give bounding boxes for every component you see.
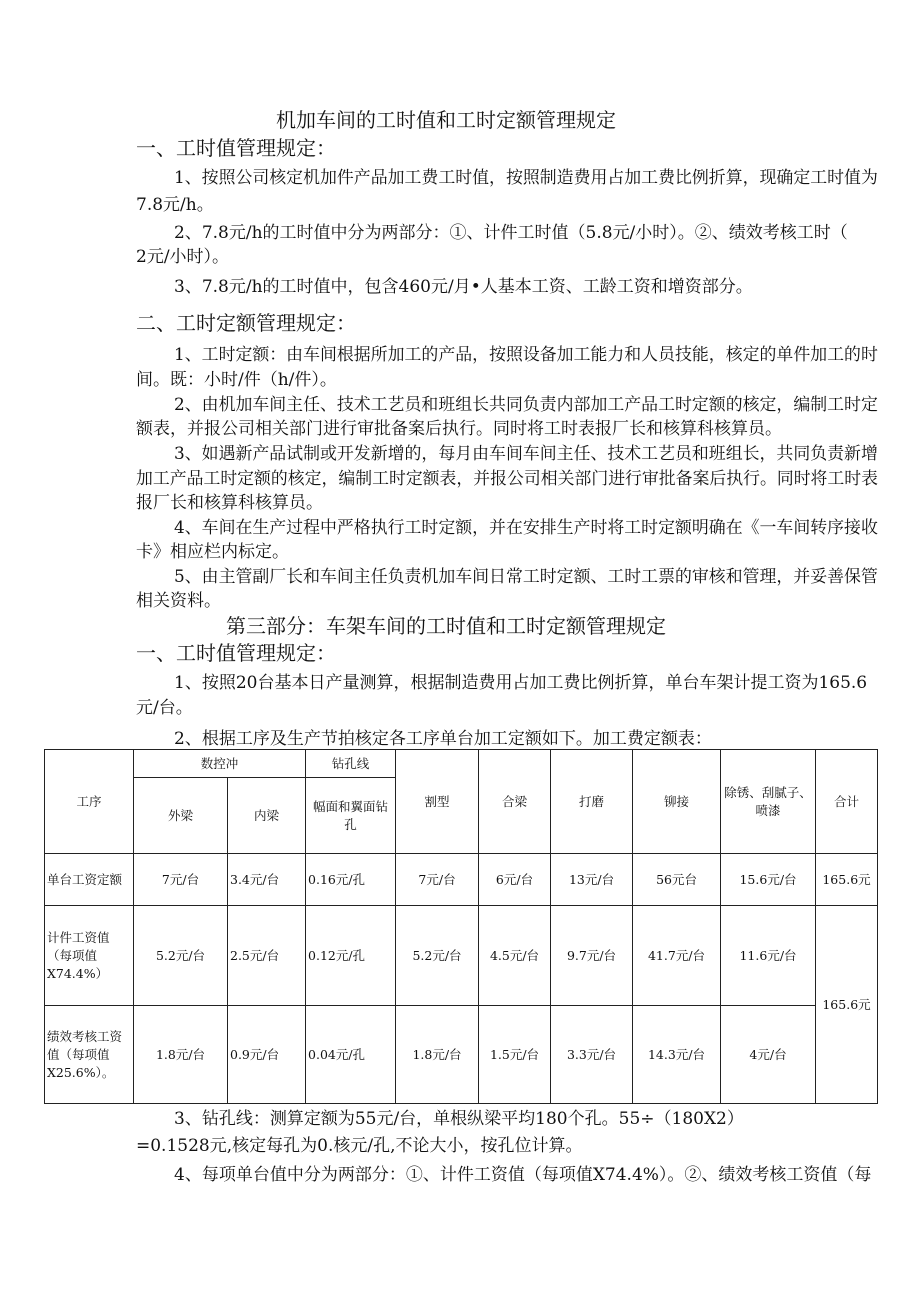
paragraph: 3、7.8元/h的工时值中，包含460元/月•人基本工资、工龄工资和增资部分。 — [174, 277, 753, 297]
header-inner: 内梁 — [228, 778, 306, 854]
row-label: 计件工资值（每项值X74.4%） — [45, 906, 134, 1006]
table-cell: 1.8元/台 — [134, 1006, 228, 1104]
paragraph: 4、每项单台值中分为两部分：①、计件工资值（每项值X74.4%）。②、绩效考核工资值（每 — [174, 1165, 872, 1185]
table-cell: 6元/台 — [479, 854, 551, 906]
table-cell: 1.5元/台 — [479, 1006, 551, 1104]
header-paint: 除锈、刮腻子、喷漆 — [721, 750, 816, 854]
paragraph: 1、按照20台基本日产量测算，根据制造费用占加工费比例折算，单台车架计提工资为165.6 — [174, 673, 868, 693]
table-cell: 11.6元/台 — [721, 906, 816, 1006]
header-grind: 打磨 — [551, 750, 633, 854]
header-merge: 合梁 — [479, 750, 551, 854]
table-cell: 0.16元/孔 — [306, 854, 396, 906]
paragraph: 卡》相应栏内标定。 — [136, 542, 289, 562]
table-cell: 4元/台 — [721, 1006, 816, 1104]
header-rivet: 铆接 — [633, 750, 721, 854]
table-cell: 56元台 — [633, 854, 721, 906]
header-cnc: 数控冲 — [134, 750, 306, 778]
section-heading-1: 一、工时值管理规定： — [136, 136, 336, 160]
table-cell: 13元/台 — [551, 854, 633, 906]
table-cell: 1.8元/台 — [396, 1006, 479, 1104]
table-cell: 2.5元/台 — [228, 906, 306, 1006]
table-cell: 15.6元/台 — [721, 854, 816, 906]
paragraph: 元/台。 — [136, 698, 193, 718]
paragraph: 5、由主管副厂长和车间主任负责机加车间日常工时定额、工时工票的审核和管理，并妥善保管 — [174, 567, 878, 587]
paragraph: 7.8元/h。 — [136, 195, 214, 215]
table-cell: 9.7元/台 — [551, 906, 633, 1006]
paragraph: 2、由机加车间主任、技术工艺员和班组长共同负责内部加工产品工时定额的核定，编制工时定 — [174, 395, 878, 415]
table-cell: 5.2元/台 — [396, 906, 479, 1006]
header-process: 工序 — [45, 750, 134, 854]
table-cell: 41.7元/台 — [633, 906, 721, 1006]
table-cell: 165.6元 — [816, 854, 878, 906]
header-total: 合计 — [816, 750, 878, 854]
section-heading-2: 二、工时定额管理规定： — [136, 311, 356, 335]
table-cell: 0.12元/孔 — [306, 906, 396, 1006]
table-cell: 7元/台 — [396, 854, 479, 906]
paragraph: =0.1528元,核定每孔为0.核元/孔,不论大小，按孔位计算。 — [136, 1136, 583, 1156]
row-label: 单台工资定额 — [45, 854, 134, 906]
header-drill: 钻孔线 — [306, 750, 396, 778]
table-cell: 4.5元/台 — [479, 906, 551, 1006]
table-row — [45, 906, 878, 1006]
header-cut: 割型 — [396, 750, 479, 854]
header-outer: 外梁 — [134, 778, 228, 854]
table-cell: 14.3元/台 — [633, 1006, 721, 1104]
table-cell: 0.04元/孔 — [306, 1006, 396, 1104]
fee-table — [44, 749, 878, 1104]
paragraph: 间。既：小时/件（h/件）。 — [136, 370, 337, 390]
paragraph: 1、工时定额：由车间根据所加工的产品，按照设备加工能力和人员技能，核定的单件加工的时 — [174, 345, 878, 365]
paragraph: 4、车间在生产过程中严格执行工时定额，并在安排生产时将工时定额明确在《一车间转序接收 — [174, 518, 878, 538]
table-cell: 5.2元/台 — [134, 906, 228, 1006]
table-cell: 7元/台 — [134, 854, 228, 906]
part-three-title: 第三部分：车架车间的工时值和工时定额管理规定 — [226, 614, 666, 638]
paragraph: 3、钻孔线：测算定额为55元/台，单根纵梁平均180个孔。55÷（180X2） — [174, 1109, 744, 1129]
paragraph: 2元/小时）。 — [136, 247, 230, 267]
section-heading-3: 一、工时值管理规定： — [136, 641, 336, 665]
paragraph: 相关资料。 — [136, 591, 221, 611]
table-cell: 3.3元/台 — [551, 1006, 633, 1104]
paragraph: 1、按照公司核定机加件产品加工费工时值，按照制造费用占加工费比例折算，现确定工时值为 — [174, 168, 878, 188]
table-cell: 0.9元/台 — [228, 1006, 306, 1104]
header-drill-sub: 幅面和翼面钻孔 — [306, 778, 396, 854]
table-cell: 3.4元/台 — [228, 854, 306, 906]
table-row — [45, 1006, 878, 1104]
doc-title: 机加车间的工时值和工时定额管理规定 — [276, 108, 616, 132]
merged-total-cell: 165.6元 — [816, 906, 878, 1104]
paragraph: 报厂长和核算科核算员。 — [136, 493, 323, 513]
paragraph: 3、如遇新产品试制或开发新增的，每月由车间车间主任、技术工艺员和班组长，共同负责新增 — [174, 444, 878, 464]
paragraph: 2、7.8元/h的工时值中分为两部分：①、计件工时值（5.8元/小时）。②、绩效考核工时（ — [174, 223, 848, 243]
paragraph: 额表，并报公司相关部门进行审批备案后执行。同时将工时表报厂长和核算科核算员。 — [136, 419, 782, 439]
paragraph: 2、根据工序及生产节拍核定各工序单台加工定额如下。加工费定额表： — [174, 729, 712, 749]
paragraph: 加工产品工时定额的核定，编制工时定额表，并报公司相关部门进行审批备案后执行。同时将工时表 — [136, 469, 879, 489]
row-label: 绩效考核工资值（每项值X25.6%）。 — [45, 1006, 134, 1104]
table-row — [45, 854, 878, 906]
